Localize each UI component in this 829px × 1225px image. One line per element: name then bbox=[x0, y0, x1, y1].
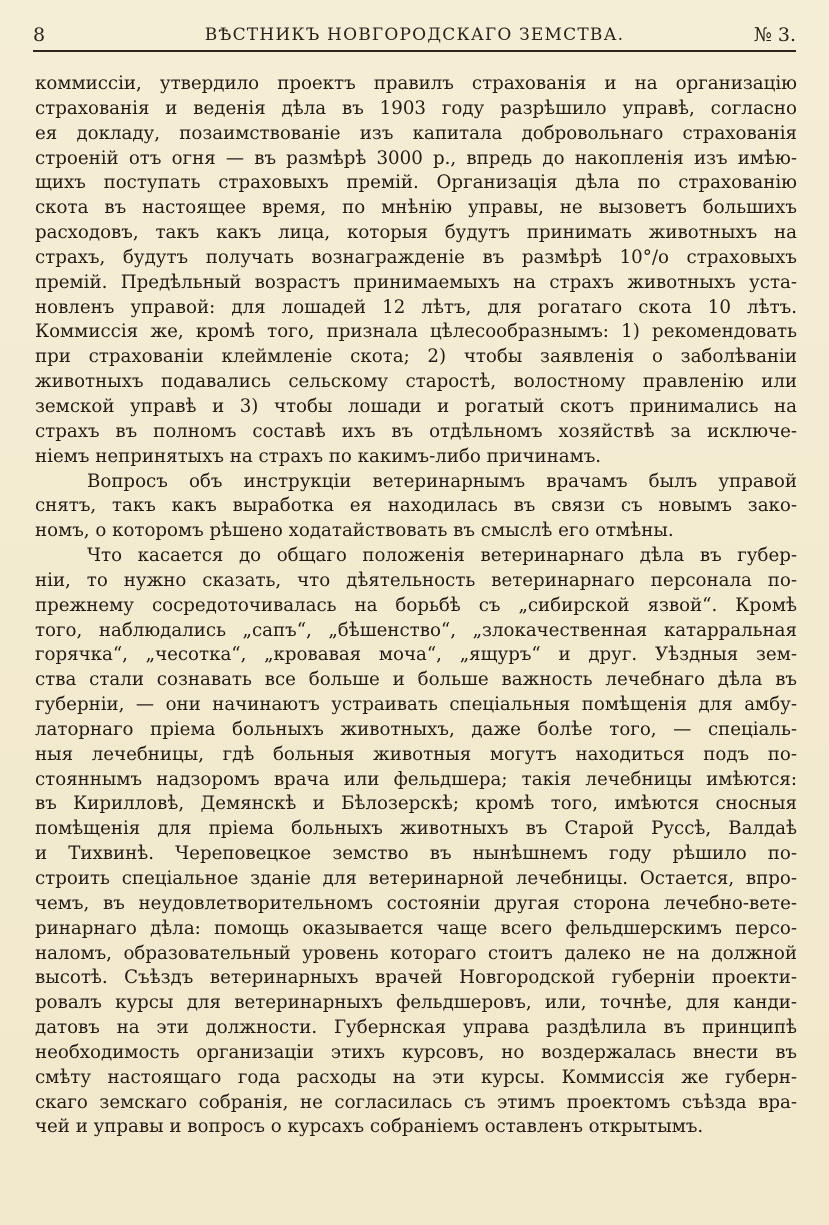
text-line: страхованія и веденія дѣла въ 1903 году разрѣшило управѣ, согласно bbox=[35, 97, 797, 119]
text-line: строеній отъ огня — въ размѣрѣ 3000 р., впредь до накопленія изъ имѣю- bbox=[35, 147, 797, 169]
text-line: стояннымъ надзоромъ врача или фельдшера; такія лечебницы имѣются: bbox=[35, 768, 797, 790]
text-line: наломъ, образовательный уровень котораго стоитъ далеко не на должной bbox=[35, 942, 797, 964]
text-line: Коммиссія же, кромѣ того, признала цѣлесообразнымъ: 1) рекомендовать bbox=[35, 321, 797, 343]
text-line: животныхъ подавались сельскому старостѣ, волостному правленію или bbox=[35, 371, 797, 393]
text-line: горячка“, „чесотка“, „кровавая моча“, „ящуръ“ и друг. Уѣздныя зем- bbox=[35, 644, 797, 666]
text-line: высотѣ. Съѣздъ ветеринарныхъ врачей Новгородской губерніи проекти- bbox=[35, 967, 797, 989]
text-line: снятъ, такъ какъ выработка ея находилась въ связи съ новымъ зако- bbox=[35, 495, 797, 517]
text-line: земской управѣ и 3) чтобы лошади и рогатый скотъ принимались на bbox=[35, 395, 797, 417]
text-line: смѣту настоящаго года расходы на эти курсы. Коммиссія же губерн- bbox=[35, 1066, 797, 1088]
text-line: помѣщенія для пріема больныхъ животныхъ въ Старой Руссѣ, Валдаѣ bbox=[35, 818, 797, 840]
text-line: страхъ, будутъ получать вознагражденіе въ размѣрѣ 10°/о страховыхъ bbox=[35, 246, 797, 268]
text-line: новленъ управой: для лошадей 12 лѣтъ, для рогатаго скота 10 лѣтъ. bbox=[35, 296, 797, 318]
text-line: въ Кирилловѣ, Демянскѣ и Бѣлозерскѣ; кромѣ того, имѣются сносныя bbox=[35, 793, 797, 815]
text-line: щихъ поступать страховыхъ премій. Организація дѣла по страхованію bbox=[35, 172, 797, 194]
text-line: скота въ настоящее время, по мнѣнію управы, не вызоветъ большихъ bbox=[35, 197, 797, 219]
text-line: коммиссіи, утвердило проектъ правилъ страхованія и на организацію bbox=[35, 73, 797, 94]
text-line: расходовъ, такъ какъ лица, которыя будутъ принимать животныхъ на bbox=[35, 222, 797, 244]
text-line: ства стали сознавать все больше и больше важность лечебнаго дѣла въ bbox=[35, 669, 797, 691]
running-header bbox=[33, 22, 796, 48]
journal-title: ВѢСТНИКЪ НОВГОРОДСКАГО ЗЕМСТВА. bbox=[204, 25, 625, 45]
body-text bbox=[35, 72, 797, 1140]
issue-number: № 3. bbox=[753, 24, 796, 46]
text-line: ніи, то нужно сказать, что дѣятельность ветеринарнаго персонала по- bbox=[35, 569, 797, 591]
text-line: страхъ въ полномъ составѣ ихъ въ отдѣльномъ хозяйствѣ за исключе- bbox=[35, 420, 797, 442]
text-line: губерніи, — они начинаютъ устраивать спеціальныя помѣщенія для амбу- bbox=[35, 694, 797, 716]
page-number: 8 bbox=[33, 24, 46, 46]
text-line: ринарнаго дѣла: помощь оказывается чаще всего фельдшерскимъ персо- bbox=[35, 917, 797, 939]
text-line: Вопросъ объ инструкціи ветеринарнымъ врачамъ былъ управой bbox=[87, 470, 797, 492]
text-line: ровалъ курсы для ветеринарныхъ фельдшеровъ, или, точнѣе, для канди- bbox=[35, 992, 797, 1014]
text-line: чемъ, въ неудовлетворительномъ состояніи другая сторона лечебно-вете- bbox=[35, 892, 797, 914]
text-line: премій. Предѣльный возрастъ принимаемыхъ на страхъ животныхъ уста- bbox=[35, 271, 797, 293]
text-line: прежнему сосредоточивалась на борьбѣ съ „сибирской язвой“. Кромѣ bbox=[35, 594, 797, 616]
text-line: чей и управы и вопросъ о курсахъ собраніемъ оставленъ открытымъ. bbox=[35, 1116, 704, 1138]
text-line: ніемъ непринятыхъ на страхъ по какимъ-либо причинамъ. bbox=[35, 445, 602, 467]
text-line: и Тихвинѣ. Череповецкое земство въ нынѣшнемъ году рѣшило по- bbox=[35, 843, 797, 865]
text-line: номъ, о которомъ рѣшено ходатайствовать въ смыслѣ его отмѣны. bbox=[35, 520, 674, 542]
text-line: при страхованіи клеймленіе скота; 2) чтобы заявленія о заболѣваніи bbox=[35, 346, 797, 368]
text-line: необходимость организаціи этихъ курсовъ, но воздержалась внести въ bbox=[35, 1041, 797, 1063]
header-rule bbox=[33, 50, 796, 52]
text-line: скаго земскаго собранія, не согласилась съ этимъ проектомъ съѣзда вра- bbox=[35, 1091, 797, 1113]
text-line: ея докладу, позаимствованіе изъ капитала добровольнаго страхованія bbox=[35, 122, 797, 144]
text-line: строить спеціальное зданіе для ветеринарной лечебницы. Остается, впро- bbox=[35, 868, 797, 889]
text-line: ныя лечебницы, гдѣ больныя животныя могутъ находиться подъ по- bbox=[35, 743, 797, 765]
text-line: латорнаго пріема больныхъ животныхъ, даже болѣе того, — спеціаль- bbox=[35, 718, 797, 740]
text-line: Что касается до общаго положенія ветеринарнаго дѣла въ губер- bbox=[87, 545, 797, 567]
text-line: датовъ на эти должности. Губернская управа раздѣлила въ принципѣ bbox=[35, 1017, 797, 1039]
text-line: того, наблюдались „сапъ“, „бѣшенство“, „злокачественная катарральная bbox=[35, 619, 797, 641]
